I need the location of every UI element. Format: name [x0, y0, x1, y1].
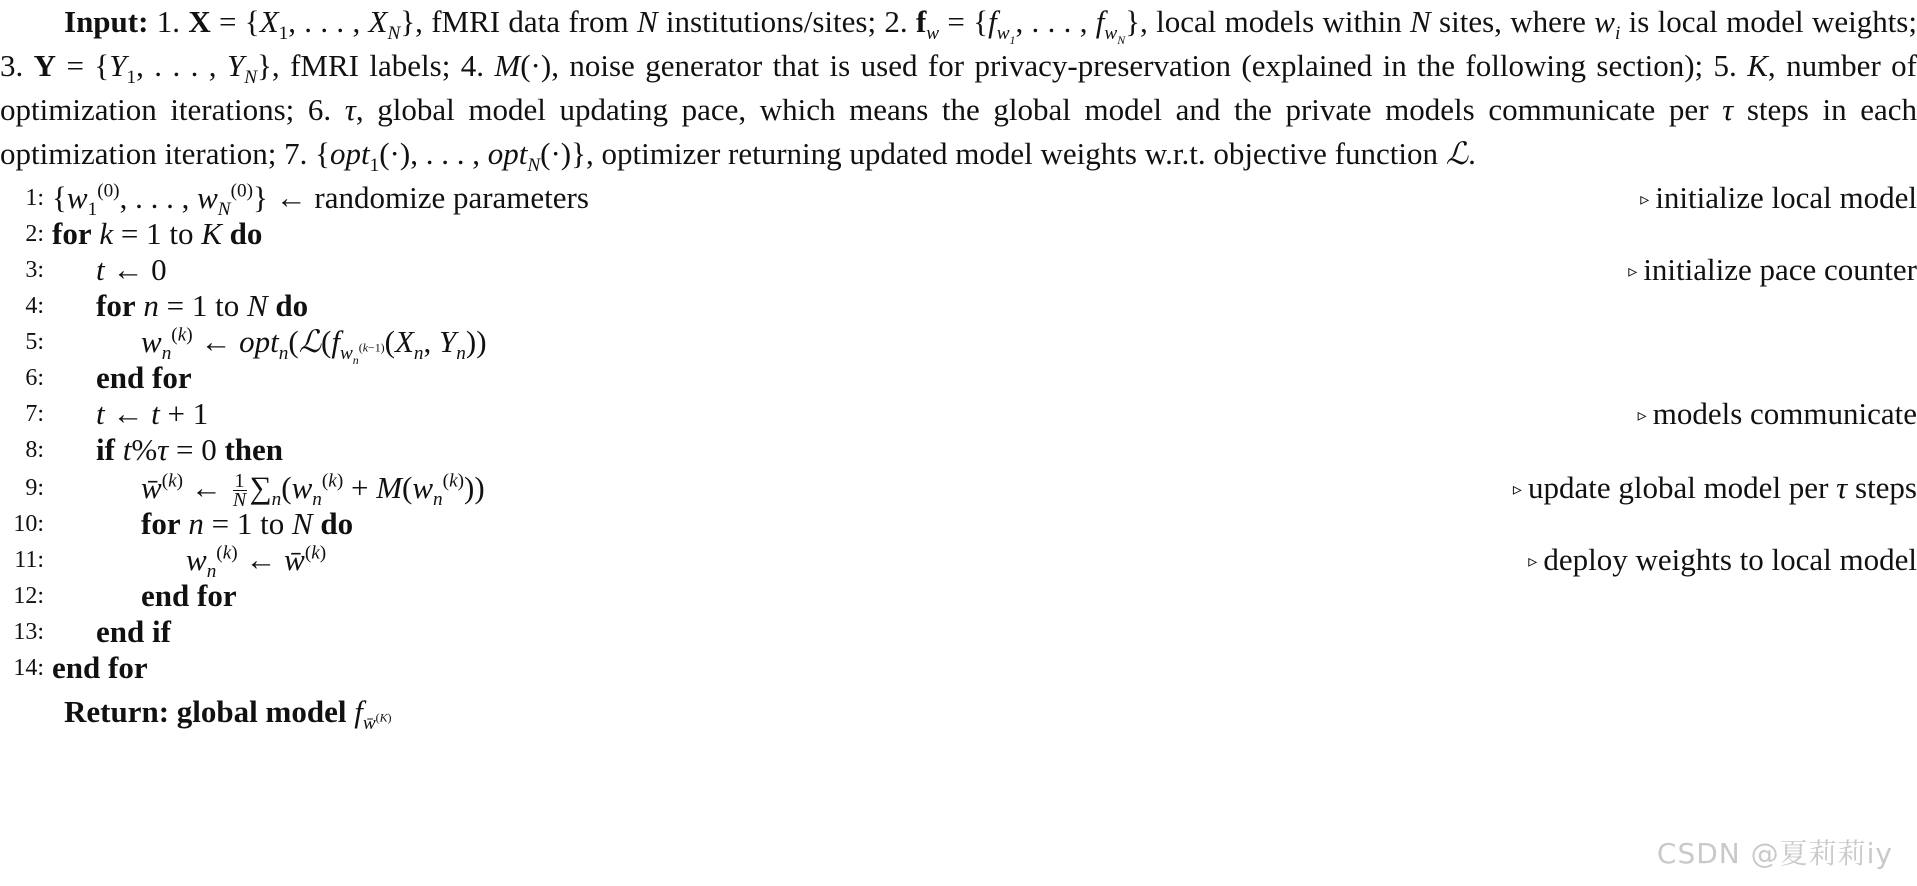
algo-code: for k = 1 to K do: [52, 216, 263, 251]
line-number: 8:: [25, 437, 44, 463]
algorithm-input-description: Input: 1. $X = \{X_1$, . . . , $X_N$}, fMRI data from N institutions/sites; 2. $f_w = \{f_{w_1}$, . . . , $f_{w_N}$}, local models within N sites, where $w_i$ is local model weights; 3. $Y = \{Y_1$, . . . , $Y_N$}, fMRI labels; 4. M(·), noise generator that is used for privacy-preservation (explained in the following section); 5. K, number of optimization iterations; 6. τ, global model updating pace, which means the global model and the private models communicate per τ steps in each optimization iteration; 7. {opt$_1$(·), . . . , opt$_N$(·)}, optimizer returning updated model weights w.r.t. objective function ℒ.: [0, 4, 1917, 177]
input-label: Input:: [64, 4, 149, 39]
line-number: 12:: [13, 583, 44, 609]
line-number: 7:: [25, 401, 44, 427]
algo-code: $w_n^{(k)}$ ← w̄$^{(k)}$: [186, 542, 327, 583]
line-number: 14:: [13, 655, 44, 681]
line-number: 13:: [13, 619, 44, 645]
line-number: 6:: [25, 365, 44, 391]
return-statement: Return: global model $f_{w̄^{(K)}}$: [64, 694, 392, 735]
algo-code: for n = 1 to N do: [141, 506, 354, 541]
algo-code: if t%τ = 0 then: [96, 432, 284, 467]
algo-code: end for: [96, 360, 192, 395]
algo-code: t ← 0: [96, 252, 167, 287]
algo-comment: ▹ update global model per τ steps: [1513, 466, 1917, 514]
line-number: 3:: [25, 257, 44, 283]
comment-triangle-icon: ▹: [1637, 405, 1647, 425]
algo-line-14: [0, 646, 1917, 690]
algo-return: [0, 690, 1917, 734]
algo-code: end if: [96, 614, 171, 649]
line-number: 9:: [25, 475, 44, 501]
line-number: 1:: [25, 185, 44, 211]
line-number: 11:: [14, 547, 44, 573]
comment-triangle-icon: ▹: [1512, 479, 1522, 499]
comment-triangle-icon: ▹: [1528, 551, 1538, 571]
algo-comment: ▹ models communicate: [1638, 392, 1917, 440]
algo-code: t ← t + 1: [96, 396, 209, 431]
line-number: 4:: [25, 293, 44, 319]
comment-triangle-icon: ▹: [1628, 261, 1638, 281]
algo-code: {$w_1^{(0)}$, . . . , $w_N^{(0)}$} ← randomize parameters: [52, 180, 589, 221]
line-number: 2:: [25, 221, 44, 247]
algo-code: for n = 1 to N do: [96, 288, 309, 323]
line-number: 5:: [25, 329, 44, 355]
algo-code: w̄$^{(k)}$ ← $\frac{1}{N}$ $\sum_n(w_n^{(k)} + M(w_n^{(k)}))$: [141, 470, 485, 512]
csdn-watermark: CSDN @夏莉莉iy: [1656, 837, 1893, 870]
algo-comment: ▹ initialize local model: [1640, 176, 1917, 224]
algo-code: end for: [141, 578, 237, 613]
algo-code: $w_n^{(k)}$ ← $opt_n(ℒ(f_{w_n^{(k-1)}}(X_n$, $Y_n$)): [141, 324, 487, 368]
comment-triangle-icon: ▹: [1640, 189, 1650, 209]
algo-comment: ▹ deploy weights to local model: [1528, 538, 1917, 586]
algo-code: end for: [52, 650, 148, 685]
algo-comment: ▹ initialize pace counter: [1628, 248, 1917, 296]
line-number: 10:: [13, 511, 44, 537]
